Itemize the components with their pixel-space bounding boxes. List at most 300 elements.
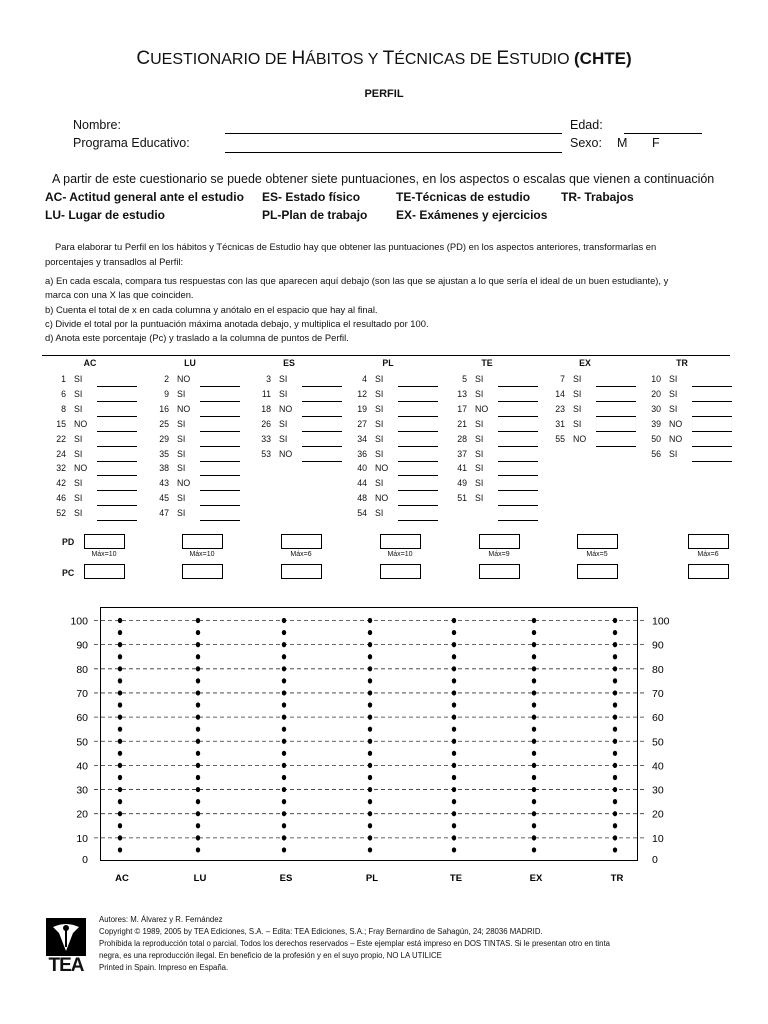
- y-tick-label-left: 70: [76, 687, 88, 700]
- profile-point-es[interactable]: [282, 715, 286, 720]
- item-expected-answer: NO: [74, 463, 88, 474]
- profile-point-lu[interactable]: [196, 702, 200, 707]
- item-expected-answer: SI: [669, 448, 678, 459]
- item-number: 48: [357, 493, 367, 504]
- item-number: 11: [261, 388, 271, 399]
- profile-point-tr[interactable]: [613, 618, 617, 623]
- footer-printed: Printed in Spain. Impreso en España.: [99, 963, 229, 972]
- profile-point-tr[interactable]: [613, 811, 617, 816]
- profile-point-es[interactable]: [282, 678, 286, 683]
- profile-point-es[interactable]: [282, 823, 286, 828]
- item-expected-answer: SI: [475, 463, 484, 474]
- item-number: 32: [56, 463, 66, 474]
- scale-header-tr: TR: [676, 358, 688, 368]
- profile-point-te[interactable]: [452, 666, 456, 671]
- item-expected-answer: NO: [573, 433, 587, 444]
- item-expected-answer: SI: [74, 493, 83, 504]
- item-expected-answer: SI: [475, 418, 484, 429]
- item-expected-answer: SI: [279, 388, 288, 399]
- profile-point-lu[interactable]: [196, 775, 200, 780]
- item-number: 6: [61, 388, 66, 399]
- profile-point-pl[interactable]: [368, 715, 372, 720]
- profile-point-pl[interactable]: [368, 763, 372, 768]
- programa-label: Programa Educativo:: [73, 136, 190, 150]
- profile-point-pl[interactable]: [368, 811, 372, 816]
- item-number: 29: [159, 433, 169, 444]
- y-tick-label-left: 0: [82, 854, 88, 866]
- profile-point-ac[interactable]: [118, 751, 122, 756]
- item-expected-answer: SI: [475, 433, 484, 444]
- profile-point-te[interactable]: [452, 775, 456, 780]
- instruction-line: d) Anota este porcentaje (Pc) y traslado a la columna de puntos de Perfil.: [45, 332, 349, 343]
- item-number: 55: [555, 433, 565, 444]
- item-expected-answer: NO: [279, 448, 293, 459]
- tea-logo: [45, 917, 87, 977]
- y-tick-label-left: 60: [76, 712, 88, 725]
- item-expected-answer: SI: [177, 463, 186, 474]
- item-expected-answer: SI: [74, 478, 83, 489]
- item-number: 37: [457, 448, 467, 459]
- item-expected-answer: NO: [279, 403, 293, 414]
- item-expected-answer: NO: [177, 374, 191, 384]
- profile-point-lu[interactable]: [196, 787, 200, 792]
- profile-point-ex[interactable]: [532, 630, 536, 635]
- profile-point-lu[interactable]: [196, 763, 200, 768]
- item-expected-answer: SI: [669, 388, 678, 399]
- pd-row-label: PD: [62, 537, 75, 547]
- profile-point-tr[interactable]: [613, 835, 617, 840]
- profile-point-ex[interactable]: [532, 847, 536, 852]
- profile-point-tr[interactable]: [613, 847, 617, 852]
- profile-point-ac[interactable]: [118, 727, 122, 732]
- y-tick-label-left: 100: [70, 615, 88, 628]
- item-expected-answer: SI: [177, 388, 186, 399]
- max-label-es: Máx=6: [290, 551, 312, 558]
- profile-point-ac[interactable]: [118, 642, 122, 647]
- item-number: 21: [457, 418, 467, 429]
- profile-point-pl[interactable]: [368, 678, 372, 683]
- item-expected-answer: SI: [475, 388, 484, 399]
- profile-point-es[interactable]: [282, 666, 286, 671]
- y-tick-label-right: 40: [652, 760, 664, 773]
- item-expected-answer: SI: [74, 388, 83, 399]
- item-number: 5: [462, 374, 467, 384]
- item-expected-answer: SI: [177, 493, 186, 504]
- item-number: 19: [357, 403, 367, 414]
- profile-point-tr[interactable]: [613, 715, 617, 720]
- item-number: 18: [261, 403, 271, 414]
- profile-point-lu[interactable]: [196, 618, 200, 623]
- item-number: 42: [56, 478, 66, 489]
- profile-point-ac[interactable]: [118, 823, 122, 828]
- profile-point-ex[interactable]: [532, 811, 536, 816]
- profile-point-te[interactable]: [452, 618, 456, 623]
- profile-point-tr[interactable]: [613, 690, 617, 695]
- item-number: 46: [56, 493, 66, 504]
- profile-point-es[interactable]: [282, 751, 286, 756]
- item-number: 14: [555, 388, 565, 399]
- item-number: 31: [555, 418, 565, 429]
- item-expected-answer: SI: [74, 508, 83, 519]
- item-expected-answer: NO: [74, 418, 88, 429]
- item-number: 43: [159, 478, 169, 489]
- profile-point-te[interactable]: [452, 715, 456, 720]
- profile-point-ex[interactable]: [532, 678, 536, 683]
- y-tick-label-left: 80: [76, 663, 88, 676]
- profile-point-ac[interactable]: [118, 799, 122, 804]
- profile-point-pl[interactable]: [368, 654, 372, 659]
- profile-point-lu[interactable]: [196, 823, 200, 828]
- profile-point-es[interactable]: [282, 799, 286, 804]
- profile-point-ac[interactable]: [118, 811, 122, 816]
- item-expected-answer: SI: [375, 433, 384, 444]
- profile-point-pl[interactable]: [368, 642, 372, 647]
- profile-point-ex[interactable]: [532, 739, 536, 744]
- profile-point-ac[interactable]: [118, 654, 122, 659]
- profile-point-ex[interactable]: [532, 666, 536, 671]
- item-number: 3: [266, 374, 271, 384]
- item-number: 33: [261, 433, 271, 444]
- profile-point-te[interactable]: [452, 763, 456, 768]
- profile-point-te[interactable]: [452, 799, 456, 804]
- item-number: 40: [357, 463, 367, 474]
- profile-point-lu[interactable]: [196, 835, 200, 840]
- profile-point-te[interactable]: [452, 690, 456, 695]
- profile-point-es[interactable]: [282, 811, 286, 816]
- item-number: 35: [159, 448, 169, 459]
- profile-point-ac[interactable]: [118, 630, 122, 635]
- instruction-line: c) Divide el total por la puntuación máxima anotada debajo, y multiplica el resultado por 100.: [45, 318, 429, 329]
- item-expected-answer: SI: [573, 374, 582, 384]
- max-label-te: Máx=9: [488, 551, 510, 558]
- y-tick-label-left: 20: [76, 808, 88, 821]
- item-expected-answer: NO: [669, 418, 683, 429]
- item-expected-answer: SI: [177, 433, 186, 444]
- profile-point-lu[interactable]: [196, 847, 200, 852]
- profile-point-es[interactable]: [282, 642, 286, 647]
- profile-point-pl[interactable]: [368, 702, 372, 707]
- profile-point-tr[interactable]: [613, 642, 617, 647]
- profile-point-ac[interactable]: [118, 787, 122, 792]
- profile-point-ex[interactable]: [532, 642, 536, 647]
- x-axis-label-lu: LU: [193, 873, 207, 884]
- profile-point-tr[interactable]: [613, 666, 617, 671]
- profile-point-lu[interactable]: [196, 654, 200, 659]
- profile-point-lu[interactable]: [196, 678, 200, 683]
- profile-point-te[interactable]: [452, 654, 456, 659]
- item-number: 15: [56, 418, 66, 429]
- profile-point-pl[interactable]: [368, 739, 372, 744]
- item-number: 51: [457, 493, 467, 504]
- tea-logo-text: TEA: [48, 955, 84, 976]
- scale-ex: EX- Exámenes y ejercicios: [396, 208, 548, 222]
- profile-point-te[interactable]: [452, 823, 456, 828]
- profile-point-pl[interactable]: [368, 823, 372, 828]
- item-expected-answer: SI: [375, 388, 384, 399]
- profile-point-ex[interactable]: [532, 702, 536, 707]
- item-expected-answer: SI: [279, 433, 288, 444]
- profile-point-es[interactable]: [282, 763, 286, 768]
- item-number: 12: [357, 388, 367, 399]
- x-axis-label-ex: EX: [529, 873, 543, 884]
- item-expected-answer: SI: [74, 433, 83, 444]
- y-tick-label-right: 80: [652, 663, 664, 676]
- item-expected-answer: SI: [573, 388, 582, 399]
- item-number: 45: [159, 493, 169, 504]
- y-tick-label-right: 0: [652, 854, 658, 866]
- item-expected-answer: SI: [573, 418, 582, 429]
- profile-point-ex[interactable]: [532, 823, 536, 828]
- profile-point-ac[interactable]: [118, 618, 122, 623]
- item-number: 34: [357, 433, 367, 444]
- sexo-m-option[interactable]: M: [617, 136, 628, 150]
- profile-point-ex[interactable]: [532, 618, 536, 623]
- profile-point-ac[interactable]: [118, 666, 122, 671]
- profile-point-lu[interactable]: [196, 642, 200, 647]
- profile-point-ex[interactable]: [532, 763, 536, 768]
- profile-point-tr[interactable]: [613, 799, 617, 804]
- max-label-tr: Máx=6: [697, 551, 719, 558]
- profile-point-es[interactable]: [282, 618, 286, 623]
- profile-point-es[interactable]: [282, 690, 286, 695]
- scale-header-lu: LU: [184, 358, 196, 368]
- item-expected-answer: SI: [74, 374, 83, 384]
- profile-point-tr[interactable]: [613, 739, 617, 744]
- profile-point-te[interactable]: [452, 642, 456, 647]
- profile-point-ex[interactable]: [532, 775, 536, 780]
- profile-point-ac[interactable]: [118, 775, 122, 780]
- profile-point-te[interactable]: [452, 751, 456, 756]
- profile-point-tr[interactable]: [613, 727, 617, 732]
- profile-point-tr[interactable]: [613, 823, 617, 828]
- y-tick-label-right: 10: [652, 832, 664, 845]
- profile-point-lu[interactable]: [196, 739, 200, 744]
- footer-warning: negra, es una reproducción ilegal. En beneficio de la profesión y en el suyo propio, NO LA UTILICE: [99, 951, 442, 960]
- item-number: 30: [651, 403, 661, 414]
- y-tick-label-right: 100: [652, 615, 670, 628]
- scale-es: ES- Estado físico: [262, 190, 361, 204]
- profile-point-lu[interactable]: [196, 690, 200, 695]
- profile-point-tr[interactable]: [613, 678, 617, 683]
- profile-point-es[interactable]: [282, 775, 286, 780]
- item-expected-answer: SI: [375, 508, 384, 519]
- profile-point-es[interactable]: [282, 654, 286, 659]
- item-number: 36: [357, 448, 367, 459]
- profile-point-te[interactable]: [452, 702, 456, 707]
- scale-lu: LU- Lugar de estudio: [45, 208, 165, 222]
- profile-point-ac[interactable]: [118, 690, 122, 695]
- profile-point-pl[interactable]: [368, 630, 372, 635]
- item-expected-answer: NO: [375, 493, 389, 504]
- scale-header-es: ES: [283, 358, 295, 368]
- profile-point-lu[interactable]: [196, 715, 200, 720]
- intro-text: A partir de este cuestionario se puede obtener siete puntuaciones, en los aspectos o escalas que vienen a continuación: [52, 172, 715, 186]
- profile-point-tr[interactable]: [613, 763, 617, 768]
- footer-copyright: Copyright © 1989, 2005 by TEA Ediciones, S.A. – Edita: TEA Ediciones, S.A.; Fray Bernardino de Sahagún, 24; 28036 MADRID.: [99, 927, 543, 936]
- sexo-label: Sexo:: [570, 136, 602, 150]
- item-number: 54: [357, 508, 367, 519]
- max-label-ac: Máx=10: [91, 551, 117, 558]
- item-number: 56: [651, 448, 661, 459]
- item-number: 22: [56, 433, 66, 444]
- item-expected-answer: SI: [669, 374, 678, 384]
- item-number: 27: [357, 418, 367, 429]
- profile-point-te[interactable]: [452, 787, 456, 792]
- document-title: CUESTIONARIO DE HÁBITOS Y TÉCNICAS DE ESTUDIO (CHTE): [136, 48, 632, 69]
- profile-point-es[interactable]: [282, 727, 286, 732]
- profile-point-es[interactable]: [282, 847, 286, 852]
- profile-point-pl[interactable]: [368, 666, 372, 671]
- profile-point-ac[interactable]: [118, 739, 122, 744]
- profile-point-pl[interactable]: [368, 835, 372, 840]
- item-number: 52: [56, 508, 66, 519]
- profile-point-pl[interactable]: [368, 775, 372, 780]
- item-number: 1: [61, 374, 66, 384]
- profile-point-lu[interactable]: [196, 727, 200, 732]
- profile-point-ex[interactable]: [532, 751, 536, 756]
- profile-point-ex[interactable]: [532, 690, 536, 695]
- scale-te: TE-Técnicas de estudio: [396, 190, 531, 204]
- profile-point-lu[interactable]: [196, 666, 200, 671]
- item-expected-answer: SI: [279, 374, 288, 384]
- item-expected-answer: SI: [74, 403, 83, 414]
- item-number: 8: [61, 403, 66, 414]
- item-expected-answer: SI: [669, 403, 678, 414]
- item-number: 49: [457, 478, 467, 489]
- item-number: 47: [159, 508, 169, 519]
- item-number: 28: [457, 433, 467, 444]
- profile-point-tr[interactable]: [613, 751, 617, 756]
- item-expected-answer: SI: [375, 374, 384, 384]
- x-axis-label-tr: TR: [610, 873, 624, 884]
- profile-point-pl[interactable]: [368, 787, 372, 792]
- item-number: 13: [457, 388, 467, 399]
- item-number: 9: [164, 388, 169, 399]
- profile-point-lu[interactable]: [196, 751, 200, 756]
- profile-point-ex[interactable]: [532, 727, 536, 732]
- profile-point-es[interactable]: [282, 702, 286, 707]
- profile-point-te[interactable]: [452, 630, 456, 635]
- profile-point-tr[interactable]: [613, 654, 617, 659]
- profile-point-te[interactable]: [452, 727, 456, 732]
- y-tick-label-left: 90: [76, 639, 88, 652]
- profile-point-te[interactable]: [452, 678, 456, 683]
- profile-point-tr[interactable]: [613, 775, 617, 780]
- profile-point-pl[interactable]: [368, 847, 372, 852]
- profile-point-ac[interactable]: [118, 835, 122, 840]
- profile-point-lu[interactable]: [196, 799, 200, 804]
- profile-point-pl[interactable]: [368, 727, 372, 732]
- scale-header-te: TE: [481, 358, 493, 368]
- profile-point-tr[interactable]: [613, 787, 617, 792]
- item-expected-answer: SI: [475, 374, 484, 384]
- item-expected-answer: SI: [74, 448, 83, 459]
- profile-point-lu[interactable]: [196, 630, 200, 635]
- profile-point-ac[interactable]: [118, 763, 122, 768]
- profile-point-es[interactable]: [282, 787, 286, 792]
- item-expected-answer: NO: [375, 463, 389, 474]
- item-number: 53: [261, 448, 271, 459]
- y-tick-label-right: 90: [652, 639, 664, 652]
- item-expected-answer: NO: [475, 403, 489, 414]
- item-expected-answer: SI: [573, 403, 582, 414]
- item-number: 25: [159, 418, 169, 429]
- profile-point-pl[interactable]: [368, 751, 372, 756]
- profile-point-ac[interactable]: [118, 678, 122, 683]
- nombre-label: Nombre:: [73, 118, 121, 132]
- subtitle: PERFIL: [364, 88, 404, 100]
- profile-point-te[interactable]: [452, 811, 456, 816]
- item-expected-answer: SI: [375, 418, 384, 429]
- item-number: 38: [159, 463, 169, 474]
- max-label-ex: Máx=5: [586, 551, 608, 558]
- item-expected-answer: SI: [475, 448, 484, 459]
- instruction-line: a) En cada escala, compara tus respuestas con las que aparecen aquí debajo (son las que se ajustan a lo que sería el ideal de un buen estudiante), y: [45, 275, 669, 286]
- y-tick-label-right: 50: [652, 736, 664, 749]
- scale-header-pl: PL: [382, 358, 394, 368]
- profile-point-ex[interactable]: [532, 715, 536, 720]
- item-number: 26: [261, 418, 271, 429]
- profile-point-ac[interactable]: [118, 847, 122, 852]
- y-tick-label-right: 70: [652, 687, 664, 700]
- x-axis-label-ac: AC: [115, 873, 129, 884]
- profile-point-lu[interactable]: [196, 811, 200, 816]
- item-expected-answer: SI: [375, 448, 384, 459]
- y-tick-label-left: 30: [76, 784, 88, 797]
- profile-point-pl[interactable]: [368, 618, 372, 623]
- scale-header-ac: AC: [83, 358, 97, 368]
- profile-point-ex[interactable]: [532, 787, 536, 792]
- y-tick-label-left: 50: [76, 736, 88, 749]
- item-expected-answer: SI: [279, 418, 288, 429]
- profile-point-es[interactable]: [282, 835, 286, 840]
- y-tick-label-right: 60: [652, 712, 664, 725]
- sexo-f-option[interactable]: F: [652, 136, 660, 150]
- max-label-pl: Máx=10: [387, 551, 413, 558]
- profile-point-te[interactable]: [452, 847, 456, 852]
- scale-header-ex: EX: [579, 358, 591, 368]
- footer-prohibition: Prohibida la reproducción total o parcial. Todos los derechos reservados – Este ejemplar está impreso en DOS TINTAS. Si le presentan otro en tinta: [99, 939, 610, 948]
- edad-label: Edad:: [570, 118, 603, 132]
- item-number: 7: [560, 374, 565, 384]
- profile-point-tr[interactable]: [613, 702, 617, 707]
- item-expected-answer: NO: [177, 478, 191, 489]
- scale-tr: TR- Trabajos: [561, 190, 634, 204]
- scale-pl: PL-Plan de trabajo: [262, 208, 368, 222]
- profile-point-tr[interactable]: [613, 630, 617, 635]
- item-number: 24: [56, 448, 66, 459]
- profile-point-te[interactable]: [452, 739, 456, 744]
- profile-point-ex[interactable]: [532, 654, 536, 659]
- instruction-line: porcentajes y transadlos al Perfil:: [45, 256, 184, 267]
- profile-point-ex[interactable]: [532, 799, 536, 804]
- profile-point-pl[interactable]: [368, 799, 372, 804]
- item-expected-answer: SI: [375, 403, 384, 414]
- profile-point-te[interactable]: [452, 835, 456, 840]
- profile-point-pl[interactable]: [368, 690, 372, 695]
- profile-point-ex[interactable]: [532, 835, 536, 840]
- item-number: 50: [651, 433, 661, 444]
- scale-ac: AC- Actitud general ante el estudio: [45, 190, 244, 204]
- instruction-line: Para elaborar tu Perfil en los hábitos y Técnicas de Estudio hay que obtener las puntuaciones (PD) en los aspectos anteriores, transformarlas en: [55, 241, 657, 252]
- profile-point-es[interactable]: [282, 630, 286, 635]
- profile-point-es[interactable]: [282, 739, 286, 744]
- profile-point-ac[interactable]: [118, 702, 122, 707]
- footer-authors: Autores: M. Álvarez y R. Fernández: [99, 915, 223, 924]
- item-number: 23: [555, 403, 565, 414]
- item-number: 2: [164, 374, 169, 384]
- profile-point-ac[interactable]: [118, 715, 122, 720]
